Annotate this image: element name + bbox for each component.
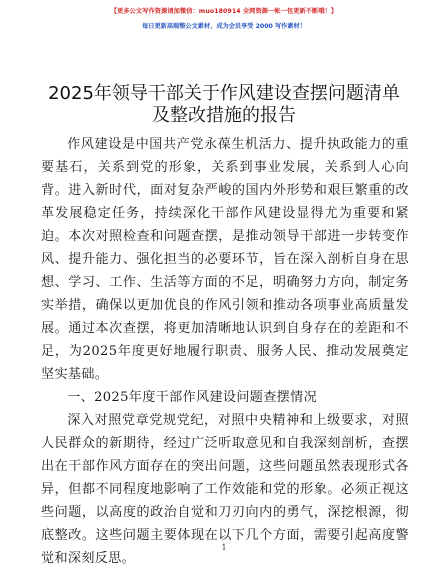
page-number: 1 xyxy=(221,543,227,552)
promo-line-1: 【更多公文写作资源请加微信：muo180914 全网资源一帐一包更新不断哦！】 xyxy=(110,8,338,15)
document-body xyxy=(41,133,409,570)
promo-banner xyxy=(0,4,448,34)
intro-paragraph: 作风建设是中国共产党永葆生机活力、提升执政能力的重要基石，关系到党的形象，关系到事业发展，关系到人心向背。进入新时代，面对复杂严峻的国内外形势和艰巨繁重的改革发展稳定任务，持续深化干部作风建设显得尤为重要和紧迫。本次对照检查和问题查摆，是推动领导干部进一步转变作风、提升能力、强化担当的必要环节，旨在深入剖析自身在思想、学习、工作、生活等方面的不足，明确努力方向，制定务实举措，确保以更加优良的作风引领和推动各项事业高质量发展。通过本次查摆，将更加清晰地认识到自身存在的差距和不足，为2025年度更好地履行职责、服务人民、推动发展奠定坚实基础。 xyxy=(41,137,409,382)
section-heading: 一、2025年度干部作风建设问题查摆情况 xyxy=(67,390,318,405)
promo-line-2: 每日更新高端整公文素材，成为会员享受 2000 写作素材！ xyxy=(142,23,306,30)
section-paragraph: 深入对照党章党规党纪，对照中央精神和上级要求，对照人民群众的新期待，经过广泛听取意见和自我深刻剖析，查摆出在干部作风方面存在的突出问题，这些问题虽然表现形式各异，但都不同程度地影响了工作效能和党的形象。必须正视这些问题，以高度的政治自觉和刀刃向内的勇气，深挖根源，彻底整改。这些问题主要体现在以下几个方面，需要引起高度警觉和深刻反思。 xyxy=(41,413,409,566)
document-title: 2025年领导干部关于作风建设查摆问题清单及整改措施的报告 xyxy=(48,83,400,126)
